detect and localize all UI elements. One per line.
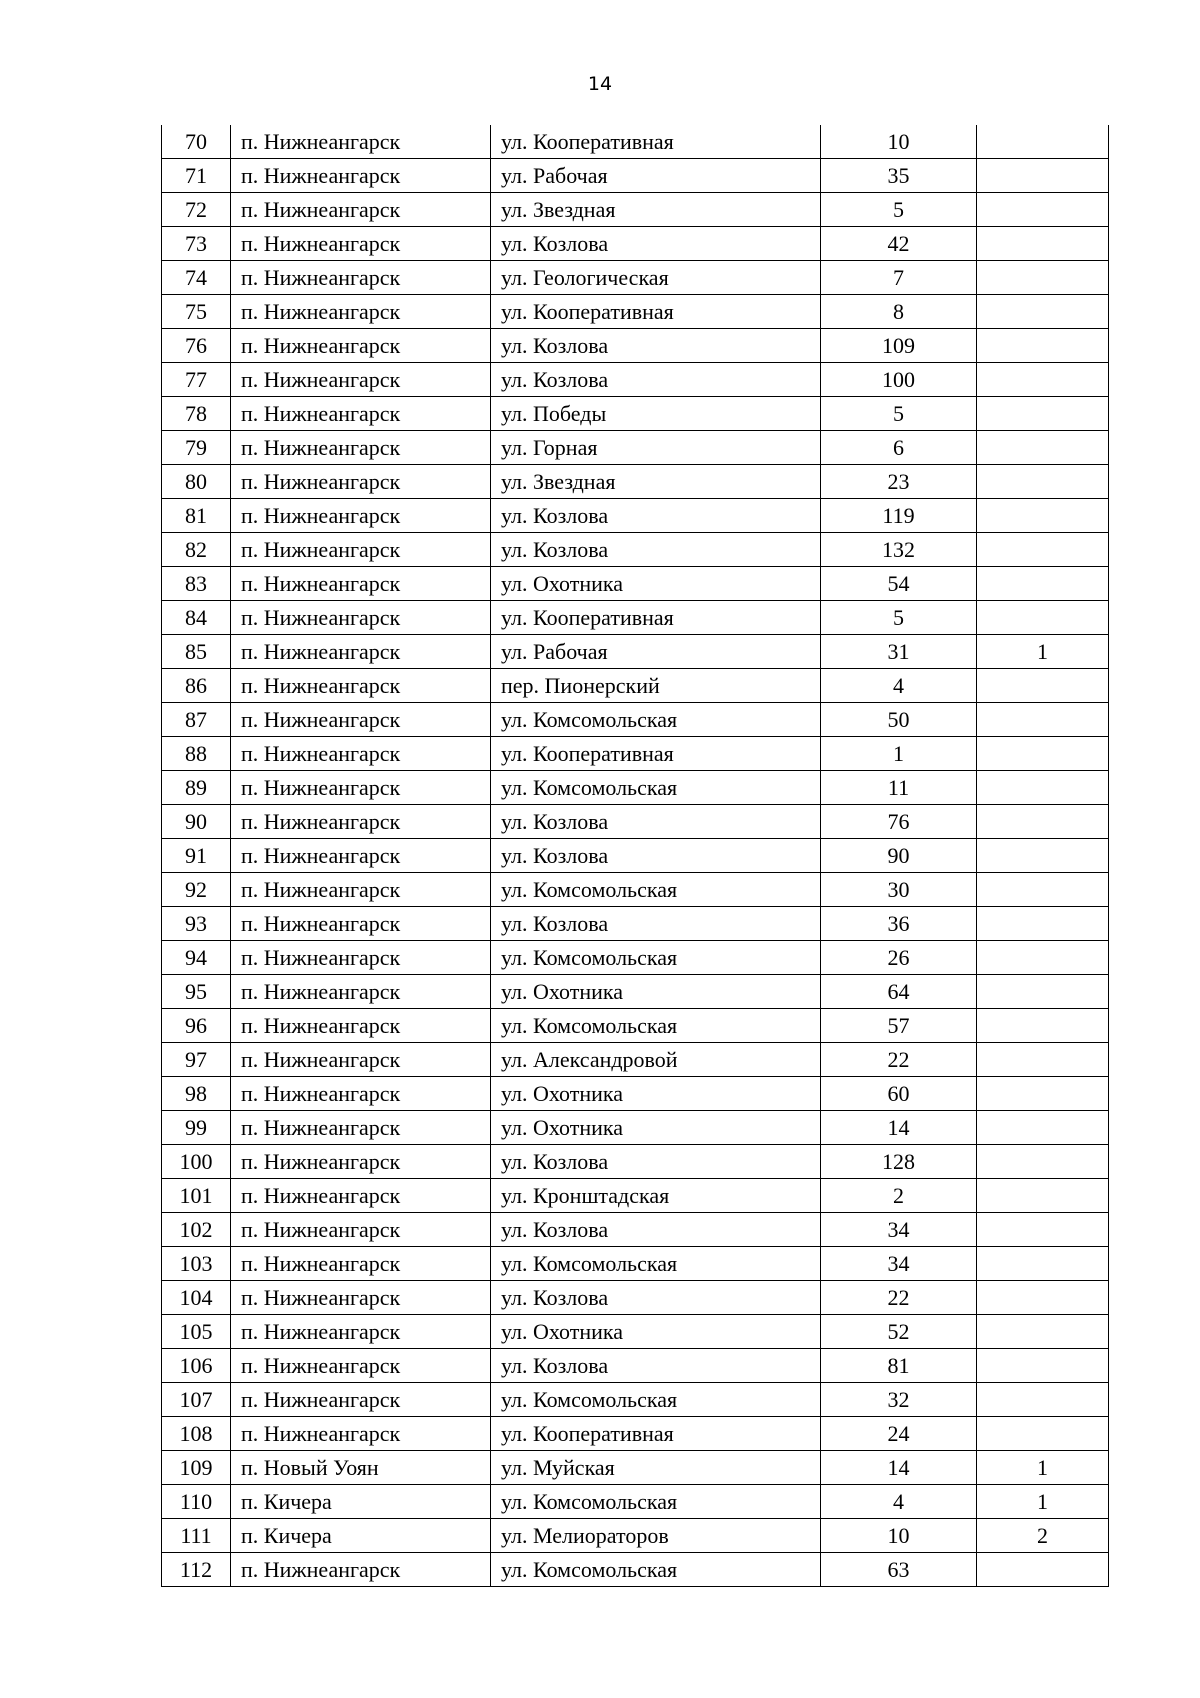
street-cell: ул. Комсомольская: [491, 873, 821, 907]
table-row: [162, 703, 1109, 737]
house-number-cell: 132: [821, 533, 977, 567]
street-cell: ул. Горная: [491, 431, 821, 465]
row-number-cell: 76: [162, 329, 231, 363]
table-row: [162, 1213, 1109, 1247]
row-number-cell: 96: [162, 1009, 231, 1043]
extra-count-cell: [977, 499, 1109, 533]
house-number-cell: 52: [821, 1315, 977, 1349]
extra-count-cell: [977, 601, 1109, 635]
extra-count-cell: [977, 1009, 1109, 1043]
page-number: 14: [587, 73, 613, 95]
house-number-cell: 1: [821, 737, 977, 771]
row-number-cell: 81: [162, 499, 231, 533]
extra-count-cell: [977, 1281, 1109, 1315]
house-number-cell: 14: [821, 1111, 977, 1145]
row-number-cell: 74: [162, 261, 231, 295]
settlement-cell: п. Нижнеангарск: [231, 1281, 491, 1315]
extra-count-cell: [977, 703, 1109, 737]
house-number-cell: 4: [821, 1485, 977, 1519]
table-row: [162, 295, 1109, 329]
extra-count-cell: [977, 227, 1109, 261]
settlement-cell: п. Нижнеангарск: [231, 533, 491, 567]
extra-count-cell: [977, 941, 1109, 975]
street-cell: ул. Мелиораторов: [491, 1519, 821, 1553]
settlement-cell: п. Нижнеангарск: [231, 1315, 491, 1349]
table-row: [162, 159, 1109, 193]
row-number-cell: 98: [162, 1077, 231, 1111]
street-cell: ул. Кронштадская: [491, 1179, 821, 1213]
settlement-cell: п. Нижнеангарск: [231, 1553, 491, 1587]
settlement-cell: п. Кичера: [231, 1519, 491, 1553]
house-number-cell: 35: [821, 159, 977, 193]
address-table: [161, 125, 1109, 1587]
house-number-cell: 26: [821, 941, 977, 975]
extra-count-cell: [977, 873, 1109, 907]
extra-count-cell: [977, 975, 1109, 1009]
row-number-cell: 101: [162, 1179, 231, 1213]
row-number-cell: 97: [162, 1043, 231, 1077]
extra-count-cell: [977, 1417, 1109, 1451]
street-cell: ул. Рабочая: [491, 159, 821, 193]
street-cell: пер. Пионерский: [491, 669, 821, 703]
row-number-cell: 93: [162, 907, 231, 941]
extra-count-cell: 1: [977, 1451, 1109, 1485]
table-row: [162, 1281, 1109, 1315]
extra-count-cell: [977, 1043, 1109, 1077]
settlement-cell: п. Нижнеангарск: [231, 1111, 491, 1145]
table-row: [162, 1417, 1109, 1451]
street-cell: ул. Комсомольская: [491, 1009, 821, 1043]
street-cell: ул. Козлова: [491, 533, 821, 567]
extra-count-cell: [977, 839, 1109, 873]
table-row: [162, 1315, 1109, 1349]
house-number-cell: 128: [821, 1145, 977, 1179]
row-number-cell: 110: [162, 1485, 231, 1519]
table-row: [162, 1485, 1109, 1519]
house-number-cell: 34: [821, 1213, 977, 1247]
extra-count-cell: [977, 329, 1109, 363]
house-number-cell: 63: [821, 1553, 977, 1587]
extra-count-cell: [977, 1553, 1109, 1587]
extra-count-cell: [977, 1145, 1109, 1179]
table-row: [162, 669, 1109, 703]
row-number-cell: 105: [162, 1315, 231, 1349]
street-cell: ул. Комсомольская: [491, 771, 821, 805]
street-cell: ул. Охотника: [491, 975, 821, 1009]
extra-count-cell: [977, 363, 1109, 397]
table-row: [162, 261, 1109, 295]
settlement-cell: п. Нижнеангарск: [231, 567, 491, 601]
row-number-cell: 108: [162, 1417, 231, 1451]
row-number-cell: 111: [162, 1519, 231, 1553]
row-number-cell: 73: [162, 227, 231, 261]
house-number-cell: 5: [821, 193, 977, 227]
row-number-cell: 94: [162, 941, 231, 975]
settlement-cell: п. Нижнеангарск: [231, 737, 491, 771]
row-number-cell: 87: [162, 703, 231, 737]
settlement-cell: п. Нижнеангарск: [231, 771, 491, 805]
settlement-cell: п. Нижнеангарск: [231, 431, 491, 465]
row-number-cell: 92: [162, 873, 231, 907]
table-row: [162, 397, 1109, 431]
table-row: [162, 873, 1109, 907]
row-number-cell: 78: [162, 397, 231, 431]
extra-count-cell: [977, 465, 1109, 499]
extra-count-cell: [977, 1247, 1109, 1281]
house-number-cell: 10: [821, 125, 977, 159]
extra-count-cell: [977, 1315, 1109, 1349]
extra-count-cell: [977, 533, 1109, 567]
settlement-cell: п. Нижнеангарск: [231, 635, 491, 669]
street-cell: ул. Охотника: [491, 1315, 821, 1349]
settlement-cell: п. Нижнеангарск: [231, 1145, 491, 1179]
row-number-cell: 85: [162, 635, 231, 669]
row-number-cell: 72: [162, 193, 231, 227]
extra-count-cell: [977, 397, 1109, 431]
settlement-cell: п. Нижнеангарск: [231, 1179, 491, 1213]
street-cell: ул. Комсомольская: [491, 941, 821, 975]
street-cell: ул. Кооперативная: [491, 295, 821, 329]
house-number-cell: 57: [821, 1009, 977, 1043]
street-cell: ул. Козлова: [491, 363, 821, 397]
table-row: [162, 805, 1109, 839]
settlement-cell: п. Нижнеангарск: [231, 805, 491, 839]
house-number-cell: 90: [821, 839, 977, 873]
table-row: [162, 465, 1109, 499]
house-number-cell: 109: [821, 329, 977, 363]
table-row: [162, 941, 1109, 975]
table-row: [162, 771, 1109, 805]
row-number-cell: 100: [162, 1145, 231, 1179]
house-number-cell: 6: [821, 431, 977, 465]
table-row: [162, 1009, 1109, 1043]
settlement-cell: п. Нижнеангарск: [231, 975, 491, 1009]
settlement-cell: п. Нижнеангарск: [231, 295, 491, 329]
street-cell: ул. Козлова: [491, 329, 821, 363]
row-number-cell: 84: [162, 601, 231, 635]
table-row: [162, 431, 1109, 465]
row-number-cell: 82: [162, 533, 231, 567]
street-cell: ул. Комсомольская: [491, 703, 821, 737]
house-number-cell: 100: [821, 363, 977, 397]
settlement-cell: п. Нижнеангарск: [231, 397, 491, 431]
house-number-cell: 119: [821, 499, 977, 533]
house-number-cell: 81: [821, 1349, 977, 1383]
address-table-body: [162, 125, 1109, 1587]
table-row: [162, 1451, 1109, 1485]
table-row: [162, 839, 1109, 873]
table-row: [162, 1111, 1109, 1145]
row-number-cell: 77: [162, 363, 231, 397]
extra-count-cell: [977, 1179, 1109, 1213]
table-row: [162, 1349, 1109, 1383]
settlement-cell: п. Нижнеангарск: [231, 839, 491, 873]
street-cell: ул. Звездная: [491, 193, 821, 227]
table-row: [162, 329, 1109, 363]
row-number-cell: 95: [162, 975, 231, 1009]
settlement-cell: п. Нижнеангарск: [231, 1247, 491, 1281]
house-number-cell: 7: [821, 261, 977, 295]
street-cell: ул. Кооперативная: [491, 601, 821, 635]
settlement-cell: п. Нижнеангарск: [231, 159, 491, 193]
table-row: [162, 1519, 1109, 1553]
settlement-cell: п. Нижнеангарск: [231, 261, 491, 295]
table-row: [162, 227, 1109, 261]
street-cell: ул. Рабочая: [491, 635, 821, 669]
house-number-cell: 22: [821, 1281, 977, 1315]
row-number-cell: 80: [162, 465, 231, 499]
extra-count-cell: [977, 125, 1109, 159]
table-row: [162, 1043, 1109, 1077]
row-number-cell: 102: [162, 1213, 231, 1247]
street-cell: ул. Охотника: [491, 567, 821, 601]
row-number-cell: 79: [162, 431, 231, 465]
row-number-cell: 104: [162, 1281, 231, 1315]
house-number-cell: 24: [821, 1417, 977, 1451]
table-row: [162, 1145, 1109, 1179]
house-number-cell: 5: [821, 601, 977, 635]
table-row: [162, 193, 1109, 227]
street-cell: ул. Охотника: [491, 1077, 821, 1111]
row-number-cell: 89: [162, 771, 231, 805]
extra-count-cell: [977, 1383, 1109, 1417]
street-cell: ул. Александровой: [491, 1043, 821, 1077]
extra-count-cell: 1: [977, 635, 1109, 669]
row-number-cell: 99: [162, 1111, 231, 1145]
extra-count-cell: [977, 193, 1109, 227]
extra-count-cell: [977, 805, 1109, 839]
street-cell: ул. Козлова: [491, 1281, 821, 1315]
street-cell: ул. Козлова: [491, 839, 821, 873]
house-number-cell: 4: [821, 669, 977, 703]
street-cell: ул. Козлова: [491, 1213, 821, 1247]
extra-count-cell: [977, 771, 1109, 805]
settlement-cell: п. Нижнеангарск: [231, 941, 491, 975]
settlement-cell: п. Нижнеангарск: [231, 1009, 491, 1043]
row-number-cell: 86: [162, 669, 231, 703]
house-number-cell: 8: [821, 295, 977, 329]
street-cell: ул. Кооперативная: [491, 737, 821, 771]
house-number-cell: 64: [821, 975, 977, 1009]
settlement-cell: п. Нижнеангарск: [231, 1077, 491, 1111]
settlement-cell: п. Нижнеангарск: [231, 125, 491, 159]
extra-count-cell: [977, 669, 1109, 703]
house-number-cell: 42: [821, 227, 977, 261]
table-row: [162, 533, 1109, 567]
settlement-cell: п. Нижнеангарск: [231, 1349, 491, 1383]
row-number-cell: 88: [162, 737, 231, 771]
street-cell: ул. Комсомольская: [491, 1247, 821, 1281]
extra-count-cell: [977, 1349, 1109, 1383]
extra-count-cell: [977, 1077, 1109, 1111]
table-row: [162, 125, 1109, 159]
extra-count-cell: 2: [977, 1519, 1109, 1553]
house-number-cell: 14: [821, 1451, 977, 1485]
extra-count-cell: [977, 261, 1109, 295]
table-row: [162, 1179, 1109, 1213]
row-number-cell: 112: [162, 1553, 231, 1587]
table-row: [162, 1383, 1109, 1417]
row-number-cell: 90: [162, 805, 231, 839]
settlement-cell: п. Нижнеангарск: [231, 193, 491, 227]
street-cell: ул. Козлова: [491, 1145, 821, 1179]
street-cell: ул. Комсомольская: [491, 1485, 821, 1519]
row-number-cell: 109: [162, 1451, 231, 1485]
street-cell: ул. Козлова: [491, 1349, 821, 1383]
settlement-cell: п. Кичера: [231, 1485, 491, 1519]
extra-count-cell: [977, 1111, 1109, 1145]
house-number-cell: 36: [821, 907, 977, 941]
table-row: [162, 1553, 1109, 1587]
row-number-cell: 103: [162, 1247, 231, 1281]
table-row: [162, 601, 1109, 635]
row-number-cell: 106: [162, 1349, 231, 1383]
settlement-cell: п. Нижнеангарск: [231, 465, 491, 499]
street-cell: ул. Комсомольская: [491, 1383, 821, 1417]
house-number-cell: 30: [821, 873, 977, 907]
table-row: [162, 363, 1109, 397]
row-number-cell: 91: [162, 839, 231, 873]
house-number-cell: 34: [821, 1247, 977, 1281]
settlement-cell: п. Нижнеангарск: [231, 1213, 491, 1247]
row-number-cell: 75: [162, 295, 231, 329]
settlement-cell: п. Нижнеангарск: [231, 363, 491, 397]
settlement-cell: п. Нижнеангарск: [231, 1383, 491, 1417]
extra-count-cell: [977, 431, 1109, 465]
extra-count-cell: [977, 1213, 1109, 1247]
row-number-cell: 71: [162, 159, 231, 193]
table-row: [162, 635, 1109, 669]
settlement-cell: п. Нижнеангарск: [231, 873, 491, 907]
settlement-cell: п. Нижнеангарск: [231, 907, 491, 941]
table-row: [162, 1247, 1109, 1281]
table-row: [162, 975, 1109, 1009]
extra-count-cell: [977, 295, 1109, 329]
house-number-cell: 50: [821, 703, 977, 737]
table-row: [162, 907, 1109, 941]
extra-count-cell: [977, 907, 1109, 941]
extra-count-cell: [977, 737, 1109, 771]
house-number-cell: 2: [821, 1179, 977, 1213]
house-number-cell: 31: [821, 635, 977, 669]
settlement-cell: п. Нижнеангарск: [231, 601, 491, 635]
street-cell: ул. Комсомольская: [491, 1553, 821, 1587]
house-number-cell: 5: [821, 397, 977, 431]
settlement-cell: п. Нижнеангарск: [231, 499, 491, 533]
table-row: [162, 567, 1109, 601]
settlement-cell: п. Нижнеангарск: [231, 1043, 491, 1077]
table-row: [162, 499, 1109, 533]
street-cell: ул. Кооперативная: [491, 1417, 821, 1451]
house-number-cell: 54: [821, 567, 977, 601]
house-number-cell: 23: [821, 465, 977, 499]
row-number-cell: 83: [162, 567, 231, 601]
house-number-cell: 22: [821, 1043, 977, 1077]
settlement-cell: п. Нижнеангарск: [231, 227, 491, 261]
street-cell: ул. Охотника: [491, 1111, 821, 1145]
extra-count-cell: [977, 159, 1109, 193]
street-cell: ул. Муйская: [491, 1451, 821, 1485]
extra-count-cell: [977, 567, 1109, 601]
extra-count-cell: 1: [977, 1485, 1109, 1519]
street-cell: ул. Козлова: [491, 907, 821, 941]
street-cell: ул. Победы: [491, 397, 821, 431]
row-number-cell: 107: [162, 1383, 231, 1417]
settlement-cell: п. Нижнеангарск: [231, 669, 491, 703]
street-cell: ул. Звездная: [491, 465, 821, 499]
house-number-cell: 11: [821, 771, 977, 805]
settlement-cell: п. Новый Уоян: [231, 1451, 491, 1485]
table-row: [162, 737, 1109, 771]
house-number-cell: 32: [821, 1383, 977, 1417]
street-cell: ул. Геологическая: [491, 261, 821, 295]
settlement-cell: п. Нижнеангарск: [231, 703, 491, 737]
street-cell: ул. Козлова: [491, 805, 821, 839]
table-row: [162, 1077, 1109, 1111]
street-cell: ул. Кооперативная: [491, 125, 821, 159]
house-number-cell: 10: [821, 1519, 977, 1553]
settlement-cell: п. Нижнеангарск: [231, 329, 491, 363]
street-cell: ул. Козлова: [491, 499, 821, 533]
settlement-cell: п. Нижнеангарск: [231, 1417, 491, 1451]
house-number-cell: 60: [821, 1077, 977, 1111]
row-number-cell: 70: [162, 125, 231, 159]
house-number-cell: 76: [821, 805, 977, 839]
street-cell: ул. Козлова: [491, 227, 821, 261]
